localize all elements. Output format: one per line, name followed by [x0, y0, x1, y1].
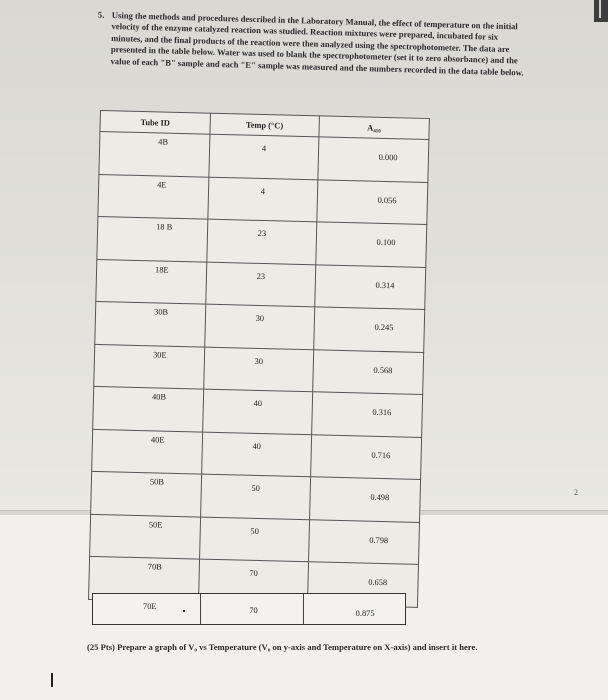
- cell-temp-70e: 70: [249, 606, 258, 615]
- cell-temp: 4: [208, 177, 318, 222]
- question-number: 5.: [97, 9, 105, 20]
- cell-temp: 23: [207, 219, 317, 264]
- cell-abs: 0.568: [312, 349, 423, 394]
- cell-abs-70e: 0.875: [355, 609, 375, 618]
- cell-temp: 30: [205, 304, 315, 349]
- text-cursor[interactable]: [51, 673, 53, 687]
- question-text: [97, 9, 531, 79]
- cell-tube: 40B: [93, 386, 204, 431]
- cell-abs: 0.658: [307, 562, 418, 607]
- cell-abs: 0.314: [315, 264, 426, 309]
- cell-tube: 50B: [91, 471, 202, 516]
- header-tube-id: Tube ID: [100, 111, 211, 135]
- header-absorbance: A₄₁₀: [319, 116, 430, 140]
- question-body: Using the methods and procedures described in the Laboratory Manual, the effect of temperature on the initial velocity of the enzyme catalyzed reaction was studied. Reaction mixtures were prepared, incubated for six minutes, and the final products of the reaction were then analyzed using the spectrophotometer. The data are presented in the table below. Water was used to blank the spectrophotometer (set it to zero absorbance) and the value of each "B" sample and each "E" sample was measured and the numbers recorded in the data table below.: [110, 10, 524, 78]
- cell-tube: 50E: [90, 514, 201, 559]
- cell-tube: 40E: [92, 429, 203, 474]
- cell-tube: 30B: [95, 301, 206, 346]
- cell-tube: 18 B: [97, 216, 208, 261]
- speck-mark: [183, 610, 185, 612]
- cell-tube: 4E: [98, 174, 209, 219]
- cell-abs: 0.056: [317, 179, 428, 224]
- cell-tube: 4B: [99, 132, 210, 177]
- cell-temp: 70: [199, 559, 309, 604]
- cell-tube: 30E: [94, 344, 205, 389]
- cell-temp: 30: [204, 347, 314, 392]
- window-edge: [594, 0, 608, 22]
- cell-abs: 0.316: [311, 392, 422, 437]
- cell-abs: 0.716: [310, 434, 421, 479]
- cell-abs: 0.798: [308, 519, 419, 564]
- data-table: [88, 110, 430, 607]
- page-number: 2: [574, 488, 578, 497]
- cell-tube: 70B: [89, 556, 200, 601]
- cell-temp: 40: [202, 432, 312, 477]
- cell-abs: 0.245: [313, 307, 424, 352]
- table-body: [89, 132, 429, 607]
- cell-tube-70e: 70E: [143, 602, 157, 611]
- cell-temp: 50: [200, 517, 310, 562]
- cell-temp: 40: [203, 389, 313, 434]
- cell-tube: 18E: [96, 259, 207, 304]
- cell-temp: 50: [201, 474, 311, 519]
- cell-temp: 4: [209, 134, 319, 179]
- cell-temp: 23: [206, 262, 316, 307]
- cell-abs: 0.100: [316, 222, 427, 267]
- table-row-70e: [92, 593, 406, 625]
- header-temp: Temp (°C): [210, 113, 319, 137]
- graph-prompt: (25 Pts) Prepare a graph of V₀ vs Temperature (V₀ on y-axis and Temperature on X-axis) and insert it here.: [87, 642, 478, 652]
- cell-abs: 0.000: [318, 137, 429, 182]
- cell-abs: 0.498: [309, 477, 420, 522]
